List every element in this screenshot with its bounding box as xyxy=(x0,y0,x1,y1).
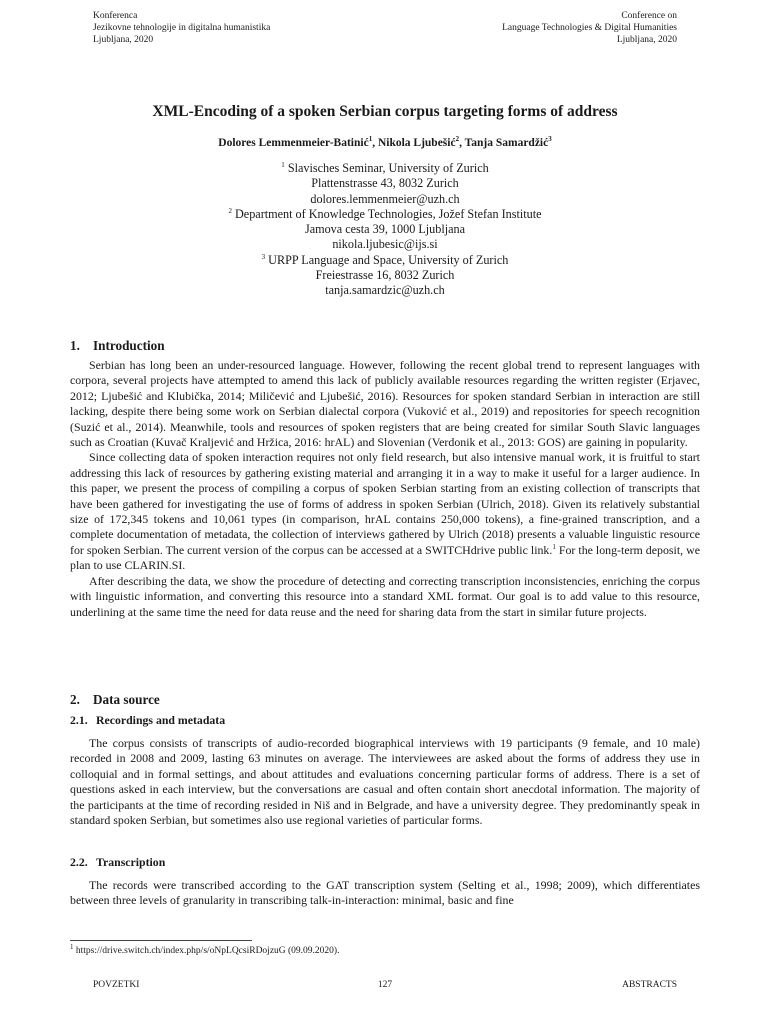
subsection-number: 2.2. xyxy=(70,855,88,869)
subsection-number: 2.1. xyxy=(70,713,88,727)
paragraph: Serbian has long been an under-resourced language. However, following the recent global trend to represent languages with corpora, several projects have attempted to amend this lack of publicly available resources regarding the written register (Erjavec, 2012; Ljubešić and Klubička, 2014; Miličević and Ljubešić, 2016). Resources for spoken standard Serbian in interaction are still lacking, despite there being some work on Serbian dialectal corpora (Vuković et al., 2019) and repositories for speech recognition (Suzić et al., 2014). Meanwhile, tools and resources of spoken registers that are being created for similar South Slavic languages such as Croatian (Kuvač Kraljević and Hržica, 2016: hrAL) and Slovenian (Verdonik et al., 2013: GOS) are gaining in popularity. xyxy=(70,358,700,450)
affiliation-label: URPP Language and Space, University of Zurich xyxy=(268,252,509,267)
section-title: Introduction xyxy=(93,338,165,353)
header-left-line: Ljubljana, 2020 xyxy=(93,35,154,45)
transcription-body xyxy=(70,878,700,909)
author-name: Dolores Lemmenmeier-Batinić xyxy=(218,137,369,149)
affiliation-mark: 3 xyxy=(261,252,266,261)
paragraph: The corpus consists of transcripts of audio-recorded biographical interviews with 19 participants (9 female, and 10 male) recorded in 2008 and 2009, lasting 63 minutes on average. The interviewees are asked about the forms of address they use in colloquial and in formal settings, and about attitudes and evaluations concerning particular forms of address. There is a set of questions asked in each interview, but the conversations are casual and often contain short anecdotal information. The majority of the participants at the time of recording resided in Niš and in Belgrade, and have a university degree. They predominantly speak in standard spoken Serbian, but sometimes also use regional varieties of particular forms. xyxy=(70,736,700,828)
affiliation-address: Plattenstrasse 43, 8032 Zurich xyxy=(311,176,459,191)
affiliation-label: Department of Knowledge Technologies, Jožef Stefan Institute xyxy=(234,206,542,221)
running-header-left xyxy=(93,10,270,46)
footer-left: POVZETKI xyxy=(93,980,140,990)
footnote xyxy=(70,942,340,956)
author-affiliation-mark: 1 xyxy=(368,135,373,144)
affiliation-mark: 2 xyxy=(228,206,232,215)
affiliation-email: nikola.ljubesic@ijs.si xyxy=(332,237,438,252)
affiliation-name xyxy=(0,207,770,222)
footnote-divider xyxy=(70,940,252,941)
header-right-line: Ljubljana, 2020 xyxy=(616,35,677,45)
paragraph-text: For the long-term deposit, we plan to use CLARIN.SI. xyxy=(70,542,700,573)
introduction-body xyxy=(70,358,700,620)
affiliation-email: tanja.samardzic@uzh.ch xyxy=(325,283,445,298)
section-heading-introduction xyxy=(70,338,165,354)
paragraph: After describing the data, we show the procedure of detecting and correcting transcription inconsistencies, enriching the corpus with linguistic information, and converting this resource into a standard XML format. Our goal is to add value to this resource, underlining at the same time the need for data reuse and the need for sharing data from the start in similar future projects. xyxy=(70,573,700,619)
recordings-body xyxy=(70,736,700,828)
footnote-mark: 1 xyxy=(70,942,74,951)
footer-right: ABSTRACTS xyxy=(622,980,677,990)
affiliation-address: Jamova cesta 39, 1000 Ljubljana xyxy=(304,222,466,237)
subsection-heading-transcription xyxy=(70,855,165,870)
affiliation-mark: 1 xyxy=(281,160,285,169)
author-name: Nikola Ljubešić xyxy=(377,137,456,149)
footnote-text: https://drive.switch.ch/index.php/s/oNpLQcsiRDojzuG (09.09.2020). xyxy=(75,946,340,956)
section-number: 1. xyxy=(70,338,80,353)
affiliation-block xyxy=(0,161,770,299)
paper-title: XML-Encoding of a spoken Serbian corpus targeting forms of address xyxy=(152,103,618,120)
author-affiliation-mark: 2 xyxy=(455,135,460,144)
author-list xyxy=(0,137,770,149)
paragraph-text: Since collecting data of spoken interaction requires not only field research, but also intensive manual work, it is fruitful to start addressing this lack of resources by gathering existing material and arranging it in a way to make it useful for a larger audience. In this paper, we present the process of compiling a corpus of spoken Serbian starting from an existing collection of transcripts that have been gathered for investigating the use of forms of address in spoken Serbian (Ulrich, 2018). Given its relatively substantial size of 172,345 tokens and 10,061 types (in comparison, hrAL contains 250,000 tokens), a fine-grained transcription, and a complete documentation of metadata, the collection of interviews gathered by Ulrich (2018) presents a valuable linguistic resource for spoken Serbian. The current version of the corpus can be accessed at a SWITCHdrive public link. xyxy=(70,450,700,557)
section-number: 2. xyxy=(70,692,80,707)
running-header-right xyxy=(502,10,677,46)
subsection-title: Transcription xyxy=(96,855,166,869)
header-left-line: Konferenca xyxy=(93,11,138,21)
paragraph: The records were transcribed according to the GAT transcription system (Selting et al., 1998; 2009), which differentiates between three levels of granularity in transcribing talk-in-interaction: minimal, basic and fine xyxy=(70,878,700,908)
subsection-heading-recordings xyxy=(70,713,225,728)
header-right-line: Language Technologies & Digital Humanities xyxy=(502,23,677,33)
affiliation-address: Freiestrasse 16, 8032 Zurich xyxy=(315,268,455,283)
header-left-line: Jezikovne tehnologije in digitalna humanistika xyxy=(93,23,271,33)
page-number: 127 xyxy=(377,980,393,990)
section-heading-data-source xyxy=(70,692,160,708)
affiliation-name xyxy=(0,161,770,176)
section-title: Data source xyxy=(93,692,160,707)
affiliation-name xyxy=(0,253,770,268)
header-right-line: Conference on xyxy=(621,11,677,21)
paragraph xyxy=(70,450,700,573)
author-affiliation-mark: 3 xyxy=(548,135,552,144)
footnote-ref: 1 xyxy=(552,542,556,551)
affiliation-label: Slavisches Seminar, University of Zurich xyxy=(287,161,489,175)
subsection-title: Recordings and metadata xyxy=(96,713,226,727)
author-name: Tanja Samardžić xyxy=(464,137,549,149)
author-separator: , xyxy=(372,137,378,149)
affiliation-email: dolores.lemmenmeier@uzh.ch xyxy=(310,191,460,206)
author-separator: , xyxy=(459,137,465,149)
